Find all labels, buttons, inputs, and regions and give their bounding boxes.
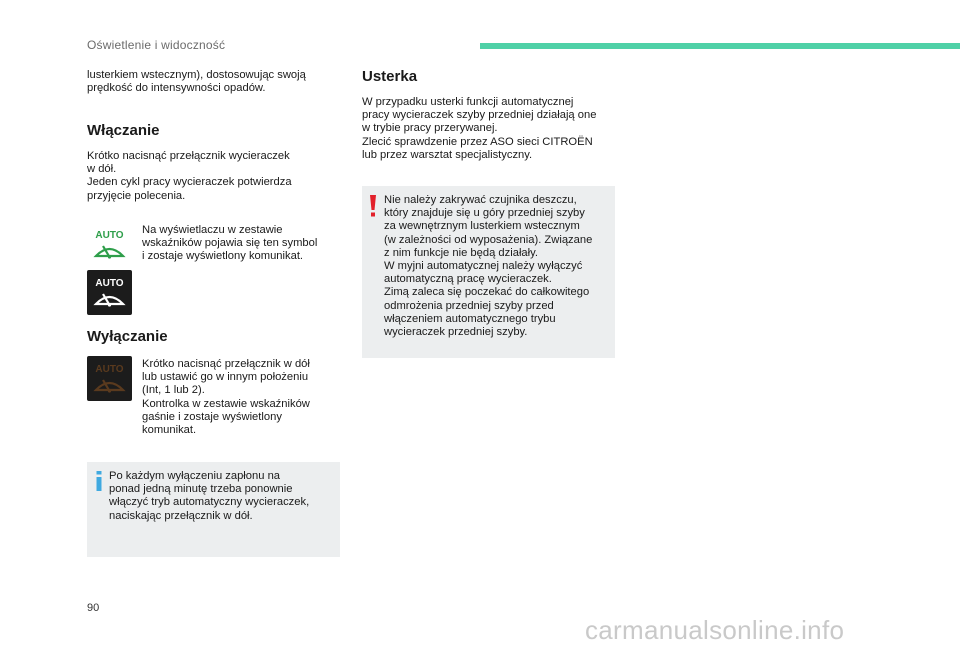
on-instructions: Krótko nacisnąć przełącznik wycieraczek w dół. Jeden cykl pracy wycieraczek potwierdza przyjęcie polecenia.	[87, 150, 292, 202]
heading-usterka: Usterka	[362, 68, 418, 85]
exclamation-icon	[369, 195, 377, 222]
info-note-text: Po każdym wyłączeniu zapłonu na ponad jedną minutę trzeba ponownie włączyć tryb automatyczny wycieraczek, naciskając przełącznik w dół.	[109, 470, 310, 522]
section-accent-bar	[480, 43, 960, 49]
info-icon	[95, 471, 103, 496]
wiper-auto-dark-icon	[87, 270, 132, 315]
fault-text: W przypadku usterki funkcji automatycznej pracy wycieraczek szyby przedniej działają one w trybie pracy przerywanej. Zlecić sprawdzenie przez ASO sieci CITROËN lub przez warsztat specjalistyczny.	[362, 96, 597, 161]
intro-text: lusterkiem wstecznym), dostosowując swoją prędkość do intensywności opadów.	[87, 69, 306, 95]
wiper-auto-dark-label: AUTO	[95, 278, 124, 289]
heading-wlaczanie: Włączanie	[87, 122, 160, 139]
warning-note-text: Nie należy zakrywać czujnika deszczu, który znajduje się u góry przedniej szyby za wewnętrznym lusterkiem wstecznym (w zależności od wyposażenia). Związane z nim funkcje nie będą działały. W myjni automatycznej należy wyłączyć automatyczną pracę wycieraczek. Zimą zaleca się poczekać do całkowitego odmrożenia przedniej szyby przed włączeniem automatycznego trybu wycieraczek przedniej szyby.	[384, 194, 593, 339]
heading-wylaczanie: Wyłączanie	[87, 328, 168, 345]
wiper-auto-off-icon	[87, 356, 132, 401]
wiper-auto-green-label: AUTO	[95, 230, 124, 241]
off-instructions: Krótko nacisnąć przełącznik w dół lub ustawić go w innym położeniu (Int, 1 lub 2). Kontrolka w zestawie wskaźników gaśnie i zostaje wyświetlony komunikat.	[142, 358, 310, 437]
page-number: 90	[87, 602, 100, 614]
wiper-auto-off-label: AUTO	[95, 364, 124, 375]
section-title: Oświetlenie i widoczność	[87, 38, 226, 52]
display-info-text: Na wyświetlaczu w zestawie wskaźników pojawia się ten symbol i zostaje wyświetlony komunikat.	[142, 224, 318, 263]
wiper-auto-green-icon	[87, 222, 132, 267]
watermark: carmanualsonline.info	[585, 615, 845, 645]
